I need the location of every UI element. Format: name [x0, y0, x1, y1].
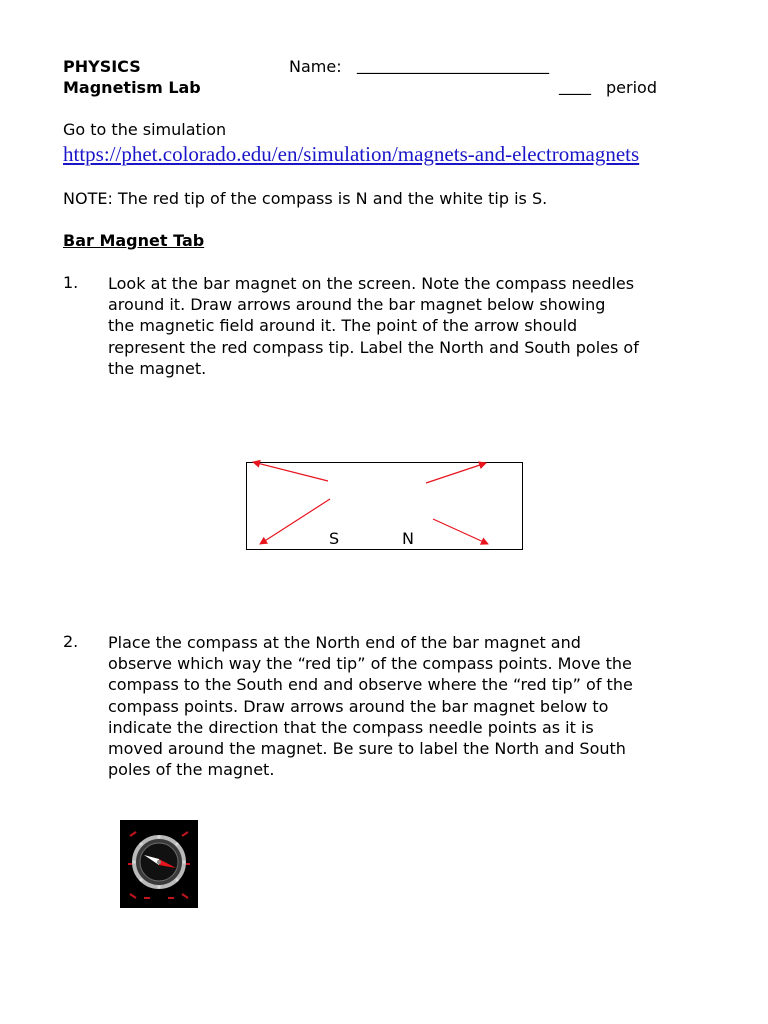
question-2-text [108, 632, 633, 780]
south-pole-label: S [329, 529, 340, 548]
question-1-line: Look at the bar magnet on the screen. Note the compass needles [108, 274, 635, 293]
question-2-line: indicate the direction that the compass needle points as it is [108, 717, 594, 737]
question-1-line: the magnetic field around it. The point of the arrow should [108, 316, 578, 336]
question-1-line: represent the red compass tip. Label the North and South poles of [108, 337, 639, 357]
goto-text: Go to the simulation [63, 120, 227, 139]
question-2-number: 2. [63, 632, 79, 651]
question-2-line: compass points. Draw arrows around the bar magnet below to [108, 696, 609, 716]
note-text: NOTE: The red tip of the compass is N and the white tip is S. [63, 189, 548, 208]
simulation-link[interactable]: https://phet.colorado.edu/en/simulation/magnets-and-electromagnets [63, 142, 640, 166]
question-2-line: poles of the magnet. [108, 760, 275, 780]
question-1-number: 1. [63, 273, 79, 292]
question-1-text [108, 273, 639, 379]
compass-icon [120, 820, 198, 908]
bar-magnet-outline [247, 463, 523, 550]
period-blank: ____ [559, 76, 591, 95]
name-label: Name: [289, 57, 342, 76]
question-2-line: compass to the South end and observe where the “red tip” of the [108, 675, 633, 695]
question-2-line: observe which way the “red tip” of the compass points. Move the [108, 654, 632, 674]
lab-title: Magnetism Lab [63, 78, 201, 97]
subject-title: PHYSICS [63, 57, 141, 76]
bar-magnet-diagram [240, 455, 530, 555]
question-1-line: around it. Draw arrows around the bar magnet below showing [108, 295, 606, 315]
name-blank: ________________________ [357, 55, 549, 74]
question-2-line: moved around the magnet. Be sure to label the North and South [108, 739, 626, 759]
period-label: period [606, 78, 657, 97]
question-1-line: the magnet. [108, 358, 207, 378]
section-title: Bar Magnet Tab [63, 231, 205, 250]
north-pole-label: N [402, 529, 414, 548]
question-2-line: Place the compass at the North end of the bar magnet and [108, 633, 581, 652]
